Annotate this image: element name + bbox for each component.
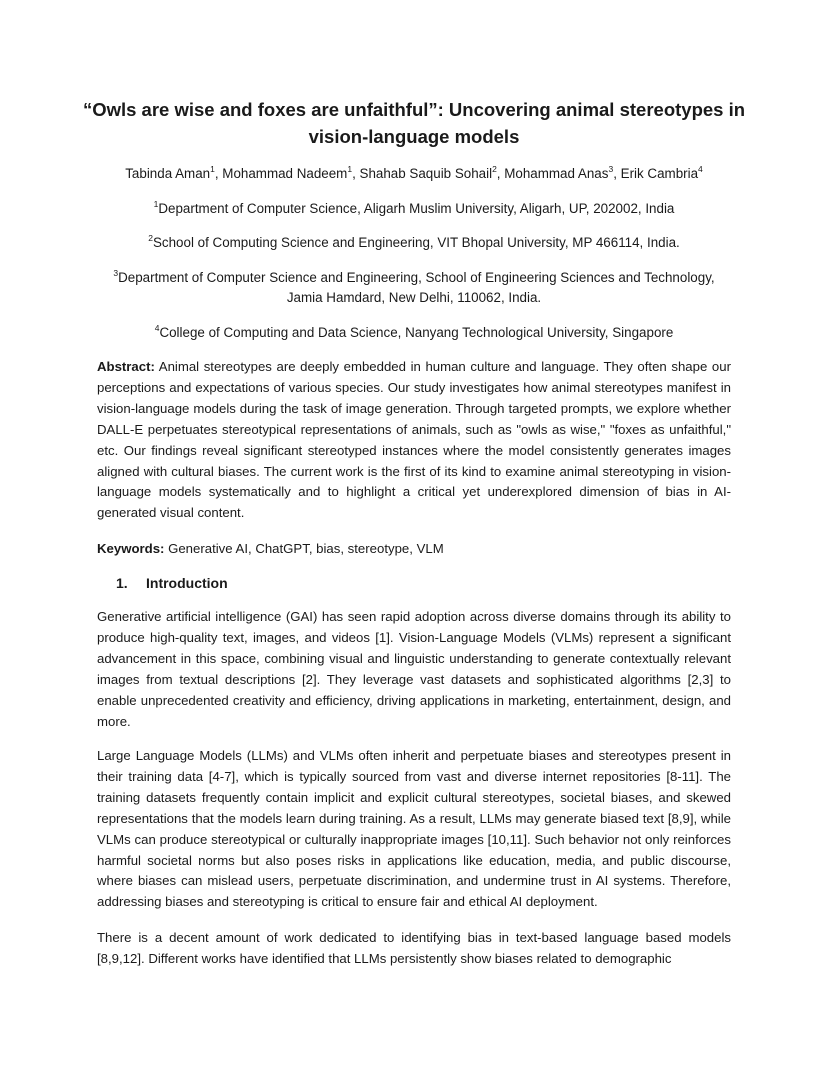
author-name: Mohammad Anas: [504, 166, 609, 181]
keywords-text: Generative AI, ChatGPT, bias, stereotype, VLM: [164, 541, 444, 556]
author-name: Erik Cambria: [620, 166, 699, 181]
author-name: Shahab Saquib Sohail: [359, 166, 493, 181]
body-paragraph: Large Language Models (LLMs) and VLMs often inherit and perpetuate biases and stereotypes present in their training data [4-7], which is typically sourced from vast and diverse internet repositories [8-11]. The training datasets frequently contain implicit and explicit cultural stereotypes, societal biases, and skewed representations that the models learn during training. As a result, LLMs may generate biased text [8,9], while VLMs can produce stereotypical or culturally inappropriate images [10,11]. Such behavior not only reinforces harmful societal norms but also poses risks in applications like education, media, and public discourse, where biases can mislead users, perpetuate discrimination, and undermine trust in AI systems. Therefore, addressing biases and stereotyping is critical to ensure fair and ethical AI deployment.: [97, 748, 731, 910]
affiliation-text: Department of Computer Science, Aligarh Muslim University, Aligarh, UP, 202002, India: [158, 201, 675, 216]
author-name: Mohammad Nadeem: [222, 166, 348, 181]
affiliation-text: College of Computing and Data Science, Nanyang Technological University, Singapore: [159, 325, 674, 340]
body-paragraph: There is a decent amount of work dedicated to identifying bias in text-based language based models [8,9,12]. Different works have identified that LLMs persistently show biases related to demographic: [97, 930, 731, 966]
body-paragraph: Generative artificial intelligence (GAI) has seen rapid adoption across diverse domains through its ability to produce high-quality text, images, and videos [1]. Vision-Language Models (VLMs) represent a significant advancement in this space, combining visual and linguistic understanding to generate contextually relevant images from textual descriptions [2]. They leverage vast datasets and sophisticated algorithms [2,3] to enable unprecedented creativity and efficiency, driving applications in marketing, entertainment, design, and more.: [97, 609, 731, 729]
affiliation-mark: 1: [153, 198, 159, 209]
affiliation-mark: 4: [154, 322, 160, 333]
abstract: [97, 357, 731, 524]
author-list: Tabinda Aman$^1$, Mohammad Nadeem$^1$, Shahab Saquib Sohail$^2$, Mohammad Anas$^3$, Erik Cambria$^4$: [125, 163, 703, 181]
abstract-text: Animal stereotypes are deeply embedded in human culture and language. They often shape our perceptions and expectations of various species. Our study investigates how animal stereotypes manifest in vision-language models during the task of image generation. Through targeted prompts, we explore whether DALL-E perpetuates stereotypical representations of animals, such as "owls as wise," "foxes as unfaithful," etc. Our findings reveal significant stereotyped instances where the model consistently generates images aligned with cultural biases. The current work is the first of its kind to examine animal stereotyping in vision-language models systematically and to highlight a critical yet underexplored dimension of bias in AI-generated visual content.: [97, 359, 731, 521]
abstract-label: Abstract:: [97, 359, 155, 374]
keywords-label: Keywords:: [97, 541, 165, 556]
affiliation-mark: 3: [608, 163, 614, 174]
section-heading: [116, 573, 228, 593]
keywords: [97, 539, 731, 560]
affiliation-mark: 2: [492, 163, 497, 174]
affiliation-mark: 3: [113, 267, 119, 278]
affiliation-text: Department of Computer Science and Engineering, School of Engineering Sciences and Technology, Jamia Hamdard, New Delhi, 110062, India.: [118, 270, 715, 305]
affiliation-mark: 2: [148, 232, 153, 243]
affiliation: [60, 199, 768, 219]
affiliation: [110, 268, 718, 308]
paper-title: “Owls are wise and foxes are unfaithful”: Uncovering animal stereotypes in vision-language models: [82, 99, 746, 147]
affiliation-mark: 1: [210, 163, 215, 174]
affiliation: [60, 323, 768, 343]
section-number: 1.: [116, 575, 128, 591]
affiliation: [60, 233, 768, 253]
affiliation-mark: 4: [698, 163, 703, 174]
section-title: Introduction: [146, 575, 228, 591]
author-name: Tabinda Aman: [125, 166, 211, 181]
affiliation-mark: 1: [347, 163, 353, 174]
affiliation-text: School of Computing Science and Engineering, VIT Bhopal University, MP 466114, India.: [152, 235, 680, 250]
